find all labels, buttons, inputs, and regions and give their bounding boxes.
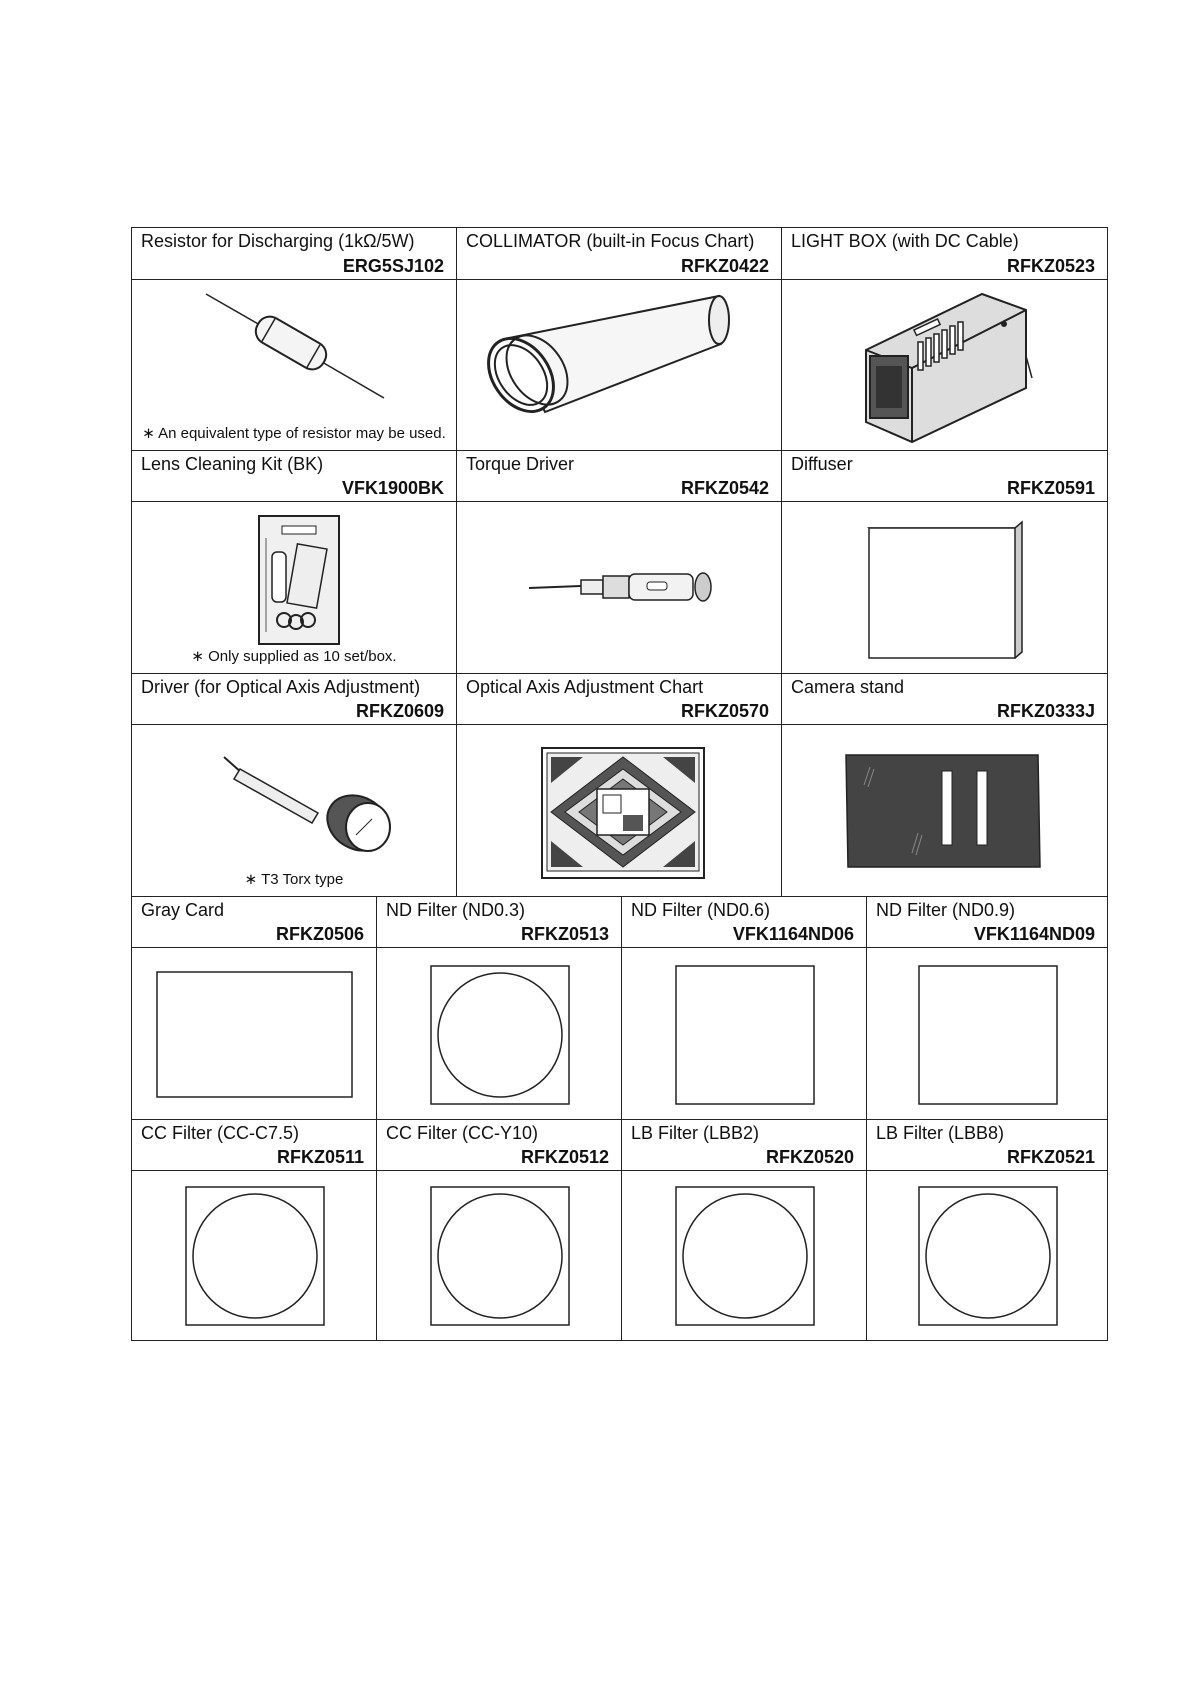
tool-header-lb-filter-lbb8	[866, 1119, 1108, 1171]
tool-header-gray-card	[131, 896, 377, 948]
light-box-illustration	[782, 280, 1108, 451]
part-number: RFKZ0523	[1006, 256, 1095, 276]
tool-image-gray-card	[131, 947, 377, 1120]
part-number: RFKZ0506	[275, 924, 364, 944]
part-number: RFKZ0422	[680, 256, 769, 276]
part-number: RFKZ0511	[276, 1147, 364, 1167]
tool-header-cc-filter-c75	[131, 1119, 377, 1171]
tool-name: LB Filter (LBB2)	[631, 1123, 760, 1143]
part-number: RFKZ0512	[520, 1147, 609, 1167]
tool-name: Lens Cleaning Kit (BK)	[141, 454, 324, 474]
tool-note: ∗ An equivalent type of resistor may be used.	[142, 425, 446, 442]
part-number: RFKZ0609	[355, 701, 444, 721]
tool-image-cc-filter-c75	[131, 1170, 377, 1341]
tool-image-collimator	[456, 279, 782, 451]
lb-filter-lbb8-illustration	[867, 1171, 1108, 1341]
tool-image-light-box	[781, 279, 1108, 451]
tool-image-cc-filter-y10	[376, 1170, 622, 1341]
tool-header-nd-filter-06	[621, 896, 867, 948]
tool-image-diffuser	[781, 501, 1108, 674]
gray-card-illustration	[132, 948, 377, 1120]
tool-name: Camera stand	[791, 677, 905, 697]
tool-image-nd-filter-06	[621, 947, 867, 1120]
part-number: RFKZ0520	[765, 1147, 854, 1167]
tool-header-cc-filter-y10	[376, 1119, 622, 1171]
tool-image-nd-filter-09	[866, 947, 1108, 1120]
tool-name: LB Filter (LBB8)	[876, 1123, 1005, 1143]
nd-filter-03-illustration	[377, 948, 622, 1120]
tool-image-driver	[131, 724, 457, 897]
lb-filter-lbb2-illustration	[622, 1171, 867, 1341]
tool-name: ND Filter (ND0.9)	[876, 900, 1016, 920]
tool-header-lb-filter-lbb2	[621, 1119, 867, 1171]
cc-filter-c75-illustration	[132, 1171, 377, 1341]
tool-image-torque-driver	[456, 501, 782, 674]
tool-name: Gray Card	[141, 900, 225, 920]
tool-image-resistor	[131, 279, 457, 451]
tool-name: Resistor for Discharging (1kΩ/5W)	[141, 231, 415, 251]
tool-header-nd-filter-03	[376, 896, 622, 948]
tool-image-camera-stand	[781, 724, 1108, 897]
tool-name: CC Filter (CC-Y10)	[386, 1123, 539, 1143]
tool-image-lb-filter-lbb8	[866, 1170, 1108, 1341]
tool-header-driver	[131, 673, 457, 725]
optical-axis-chart-illustration	[457, 725, 782, 897]
tool-image-lb-filter-lbb2	[621, 1170, 867, 1341]
nd-filter-06-illustration	[622, 948, 867, 1120]
tool-name: Optical Axis Adjustment Chart	[466, 677, 704, 697]
tool-note: ∗ Only supplied as 10 set/box.	[191, 648, 397, 665]
part-number: RFKZ0570	[680, 701, 769, 721]
part-number: RFKZ0333J	[996, 701, 1095, 721]
tool-header-torque-driver	[456, 450, 782, 502]
tool-name: Torque Driver	[466, 454, 575, 474]
nd-filter-09-illustration	[867, 948, 1108, 1120]
tool-header-nd-filter-09	[866, 896, 1108, 948]
part-number: VFK1164ND06	[732, 924, 854, 944]
tool-name: CC Filter (CC-C7.5)	[141, 1123, 300, 1143]
cc-filter-y10-illustration	[377, 1171, 622, 1341]
tool-header-collimator	[456, 227, 782, 280]
tool-header-diffuser	[781, 450, 1108, 502]
collimator-illustration	[457, 280, 782, 451]
part-number: RFKZ0521	[1006, 1147, 1095, 1167]
part-number: ERG5SJ102	[342, 256, 444, 276]
tool-note: ∗ T3 Torx type	[244, 871, 344, 888]
tool-header-lens-cleaning-kit	[131, 450, 457, 502]
tool-image-nd-filter-03	[376, 947, 622, 1120]
tool-image-lens-cleaning-kit	[131, 501, 457, 674]
tool-name: ND Filter (ND0.3)	[386, 900, 526, 920]
part-number: RFKZ0542	[680, 478, 769, 498]
tool-name: ND Filter (ND0.6)	[631, 900, 771, 920]
tool-name: Driver (for Optical Axis Adjustment)	[141, 677, 421, 697]
tool-name: COLLIMATOR (built-in Focus Chart)	[466, 231, 755, 251]
camera-stand-illustration	[782, 725, 1108, 897]
tool-header-camera-stand	[781, 673, 1108, 725]
part-number: RFKZ0591	[1006, 478, 1095, 498]
tool-header-light-box	[781, 227, 1108, 280]
tool-name: LIGHT BOX (with DC Cable)	[791, 231, 1019, 251]
part-number: VFK1900BK	[341, 478, 444, 498]
torque-driver-illustration	[457, 502, 782, 674]
tool-header-optical-axis-chart	[456, 673, 782, 725]
diffuser-illustration	[782, 502, 1108, 674]
tool-header-resistor	[131, 227, 457, 280]
tool-name: Diffuser	[791, 454, 853, 474]
part-number: RFKZ0513	[520, 924, 609, 944]
part-number: VFK1164ND09	[973, 924, 1095, 944]
tool-image-optical-axis-chart	[456, 724, 782, 897]
